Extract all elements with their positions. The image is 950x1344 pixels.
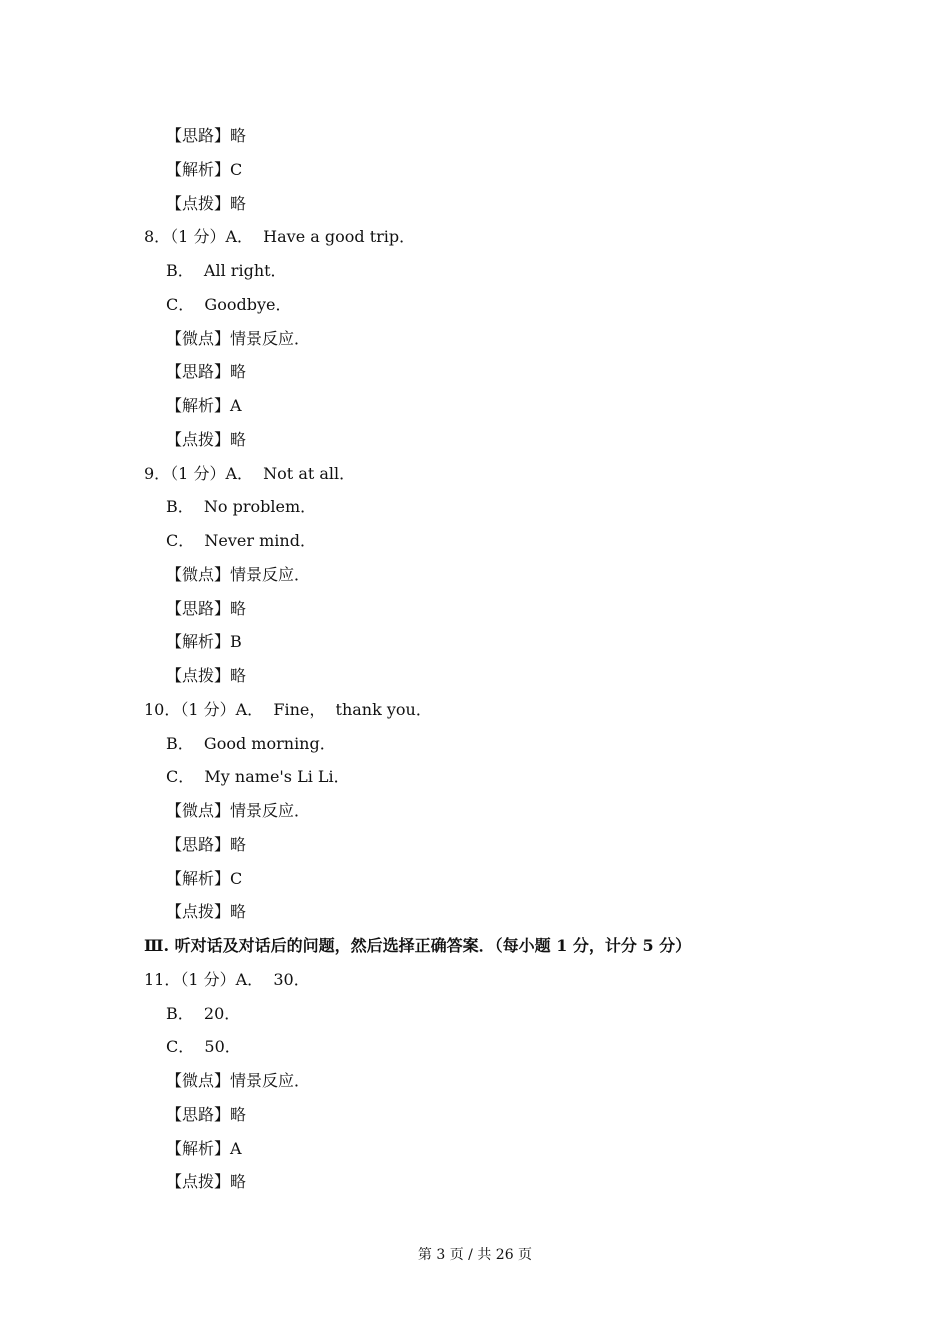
answer-line: 【点拨】略 [166,666,247,685]
answer-line: C． 50． [166,1037,241,1057]
answer-line: 【思路】略 [166,1104,247,1124]
answer-line: C． Never mind． [166,531,316,550]
answer-line: B． 20． [166,1003,241,1023]
answer-line: 【点拨】略 [166,429,247,449]
section-heading: Ⅲ. 听对话及对话后的问题，然后选择正确答案．（每小题 1 分，计分 5 分） [144,936,692,955]
answer-line: 【点拨】略 [166,1172,247,1192]
answer-line: 【点拨】略 [166,193,247,213]
answer-line: C． Goodbye． [166,294,292,314]
question-line: 10．（1 分）A． Fine， thank you． [144,699,432,719]
page-number: 第 3 页 / 共 26 页 [417,1247,533,1263]
answer-line: 【微点】情景反应． [166,328,311,348]
answer-line: 【微点】情景反应． [166,801,311,820]
answer-line: 【解析】C [166,868,243,888]
page-footer [0,1246,950,1264]
answer-line: 【思路】略 [166,598,247,618]
answer-line: 【思路】略 [166,362,247,382]
question-line: 11．（1 分）A． 30． [144,969,310,989]
answer-line: C． My name's Li Li． [166,767,350,787]
answer-line: 【解析】B [166,632,242,652]
answer-line: 【微点】情景反应． [166,1071,311,1090]
answer-line: 【解析】A [166,396,242,415]
answer-line: 【解析】C [166,159,243,179]
answer-line: 【思路】略 [166,834,247,854]
answer-line: 【解析】A [166,1138,242,1158]
question-line: 9．（1 分）A． Not at all． [144,463,356,483]
answer-line: 【点拨】略 [166,902,247,922]
answer-line: B． Good morning． [166,733,336,753]
answer-line: 【微点】情景反应． [166,564,311,584]
answer-line: B． No problem． [166,497,317,517]
question-line: 8．（1 分）A． Have a good trip． [144,227,416,247]
answer-line: 【思路】略 [166,126,247,145]
answer-line: B． All right． [166,261,287,280]
